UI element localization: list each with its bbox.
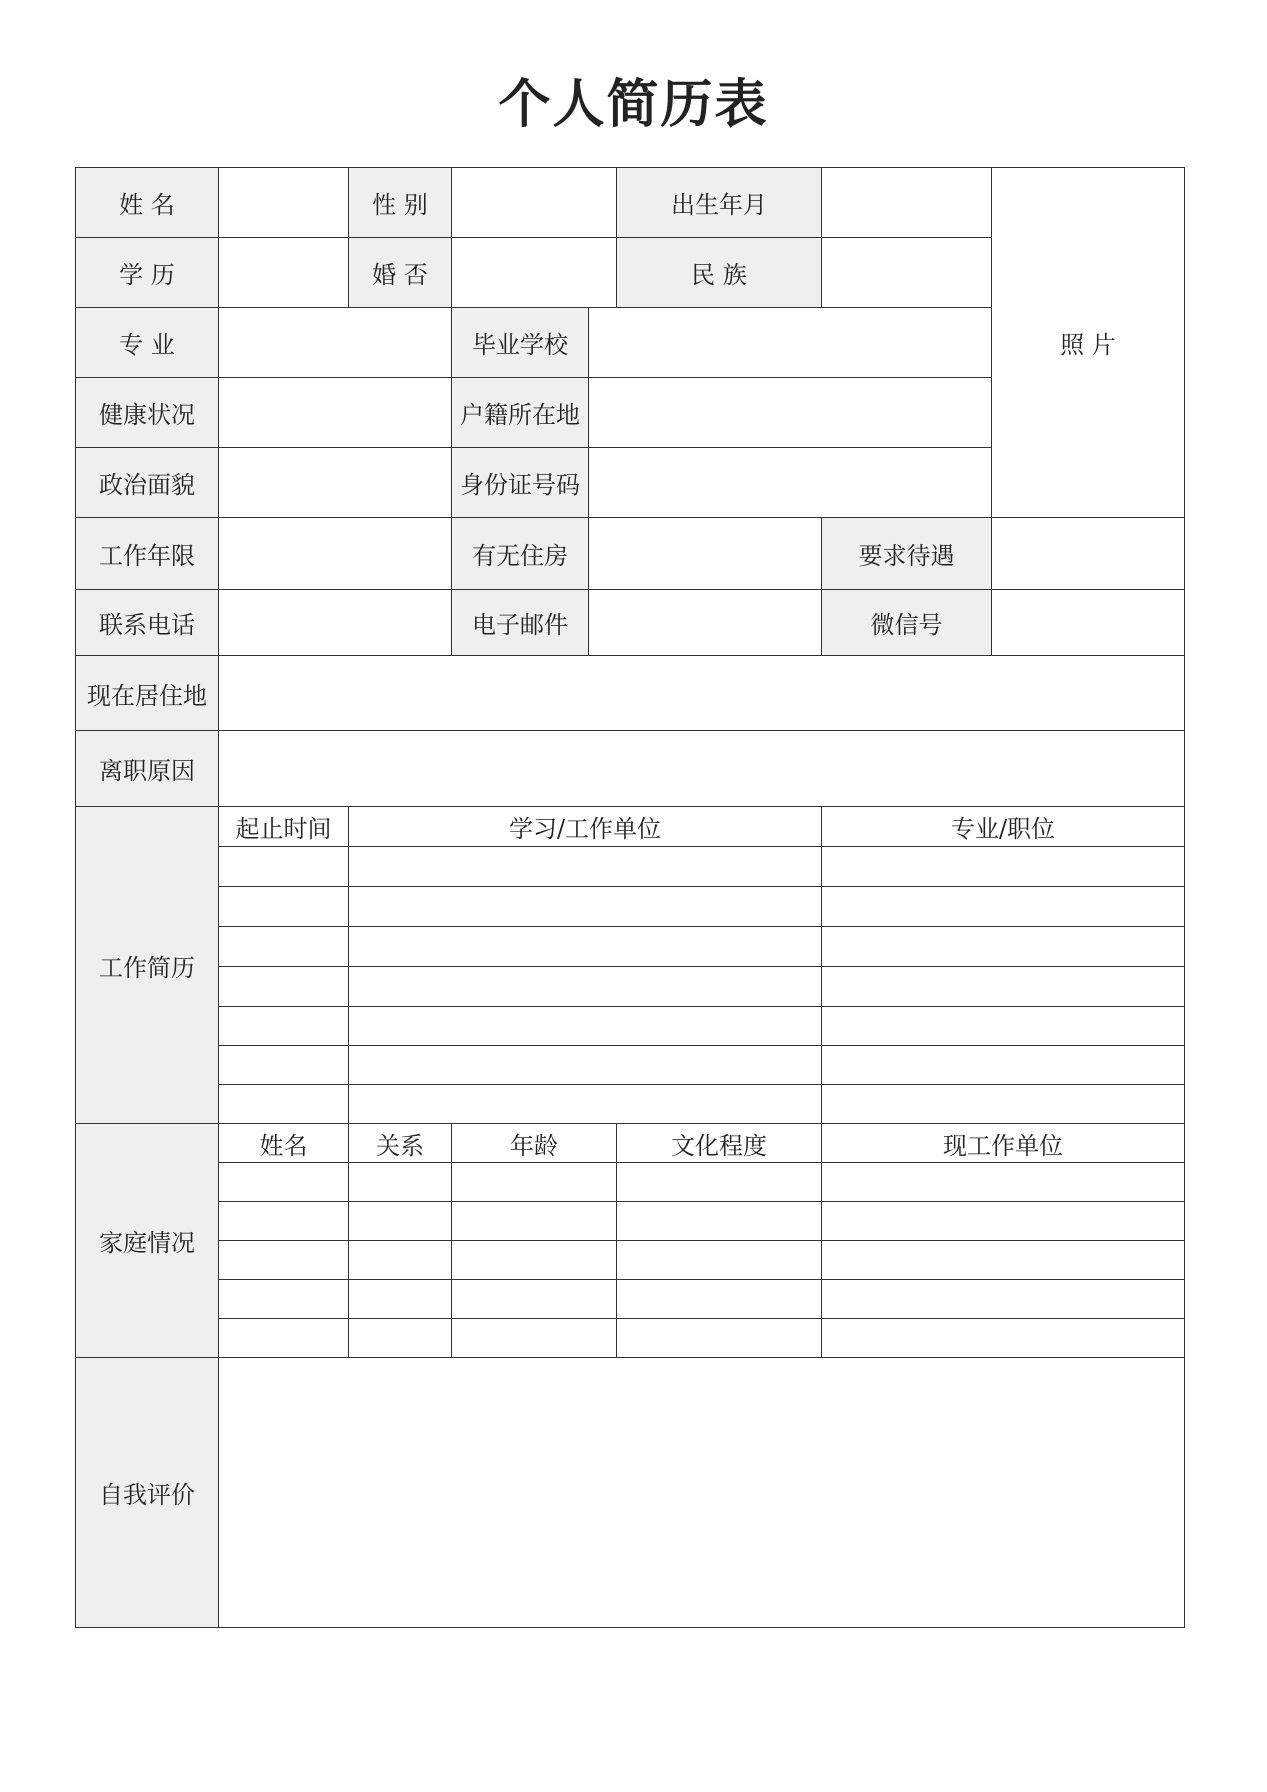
major-field[interactable] xyxy=(219,308,452,378)
table-row xyxy=(76,1007,1185,1046)
family-name-cell[interactable] xyxy=(219,1280,349,1319)
wechat-label: 微信号 xyxy=(822,590,992,656)
table-row xyxy=(76,967,1185,1007)
email-field[interactable] xyxy=(589,590,822,656)
family-relation-cell[interactable] xyxy=(349,1319,452,1358)
family-education-cell[interactable] xyxy=(617,1241,822,1280)
work-unit-cell[interactable] xyxy=(349,887,822,927)
family-relation-cell[interactable] xyxy=(349,1163,452,1202)
work-unit-cell[interactable] xyxy=(349,847,822,887)
table-row xyxy=(76,1046,1185,1085)
family-age-cell[interactable] xyxy=(452,1163,617,1202)
school-label: 毕业学校 xyxy=(452,308,589,378)
hukou-label: 户籍所在地 xyxy=(452,378,589,448)
name-label: 姓 名 xyxy=(76,168,219,238)
work-position-cell[interactable] xyxy=(822,1007,1185,1046)
salary-field[interactable] xyxy=(992,518,1185,590)
work-position-cell[interactable] xyxy=(822,927,1185,967)
marital-label: 婚 否 xyxy=(349,238,452,308)
politics-label: 政治面貌 xyxy=(76,448,219,518)
leave-reason-field[interactable] xyxy=(219,731,1185,807)
health-field[interactable] xyxy=(219,378,452,448)
work-position-cell[interactable] xyxy=(822,967,1185,1007)
politics-field[interactable] xyxy=(219,448,452,518)
residence-field[interactable] xyxy=(219,656,1185,731)
work-period-cell[interactable] xyxy=(219,1046,349,1085)
family-age-cell[interactable] xyxy=(452,1319,617,1358)
work-years-field[interactable] xyxy=(219,518,452,590)
work-period-cell[interactable] xyxy=(219,847,349,887)
gender-field[interactable] xyxy=(452,168,617,238)
housing-label: 有无住房 xyxy=(452,518,589,590)
photo-box[interactable]: 照 片 xyxy=(992,168,1185,518)
family-name-cell[interactable] xyxy=(219,1163,349,1202)
id-number-field[interactable] xyxy=(589,448,992,518)
wechat-field[interactable] xyxy=(992,590,1185,656)
family-header-employer: 现工作单位 xyxy=(822,1124,1185,1163)
family-header-age: 年龄 xyxy=(452,1124,617,1163)
table-row xyxy=(76,887,1185,927)
self-evaluation-field[interactable] xyxy=(219,1358,1185,1628)
gender-label: 性 别 xyxy=(349,168,452,238)
family-relation-cell[interactable] xyxy=(349,1202,452,1241)
work-unit-cell[interactable] xyxy=(349,967,822,1007)
family-education-cell[interactable] xyxy=(617,1163,822,1202)
family-age-cell[interactable] xyxy=(452,1241,617,1280)
email-label: 电子邮件 xyxy=(452,590,589,656)
work-header-unit: 学习/工作单位 xyxy=(349,807,822,847)
leave-reason-label: 离职原因 xyxy=(76,731,219,807)
major-label: 专 业 xyxy=(76,308,219,378)
family-name-cell[interactable] xyxy=(219,1319,349,1358)
work-years-label: 工作年限 xyxy=(76,518,219,590)
family-header-name: 姓名 xyxy=(219,1124,349,1163)
work-history-label: 工作简历 xyxy=(76,807,219,1124)
school-field[interactable] xyxy=(589,308,992,378)
table-row xyxy=(76,1280,1185,1319)
table-row xyxy=(76,1163,1185,1202)
table-row xyxy=(76,1202,1185,1241)
housing-field[interactable] xyxy=(589,518,822,590)
table-row xyxy=(76,1085,1185,1124)
work-unit-cell[interactable] xyxy=(349,1085,822,1124)
work-header-period: 起止时间 xyxy=(219,807,349,847)
family-header-relation: 关系 xyxy=(349,1124,452,1163)
work-period-cell[interactable] xyxy=(219,1085,349,1124)
ethnicity-label: 民 族 xyxy=(617,238,822,308)
education-label: 学 历 xyxy=(76,238,219,308)
work-period-cell[interactable] xyxy=(219,967,349,1007)
work-period-cell[interactable] xyxy=(219,927,349,967)
family-education-cell[interactable] xyxy=(617,1202,822,1241)
family-education-cell[interactable] xyxy=(617,1280,822,1319)
work-period-cell[interactable] xyxy=(219,887,349,927)
work-header-position: 专业/职位 xyxy=(822,807,1185,847)
work-period-cell[interactable] xyxy=(219,1007,349,1046)
phone-field[interactable] xyxy=(219,590,452,656)
family-relation-cell[interactable] xyxy=(349,1280,452,1319)
table-row xyxy=(76,847,1185,887)
family-employer-cell[interactable] xyxy=(822,1163,1185,1202)
resume-table xyxy=(75,167,1185,1628)
id-number-label: 身份证号码 xyxy=(452,448,589,518)
table-row xyxy=(76,1319,1185,1358)
work-position-cell[interactable] xyxy=(822,887,1185,927)
family-employer-cell[interactable] xyxy=(822,1319,1185,1358)
ethnicity-field[interactable] xyxy=(822,238,992,308)
family-name-cell[interactable] xyxy=(219,1241,349,1280)
name-field[interactable] xyxy=(219,168,349,238)
phone-label: 联系电话 xyxy=(76,590,219,656)
page-title: 个人简历表 xyxy=(498,75,769,135)
family-employer-cell[interactable] xyxy=(822,1241,1185,1280)
birth-field[interactable] xyxy=(822,168,992,238)
family-age-cell[interactable] xyxy=(452,1202,617,1241)
work-unit-cell[interactable] xyxy=(349,1007,822,1046)
birth-label: 出生年月 xyxy=(617,168,822,238)
education-field[interactable] xyxy=(219,238,349,308)
family-employer-cell[interactable] xyxy=(822,1280,1185,1319)
marital-field[interactable] xyxy=(452,238,617,308)
salary-label: 要求待遇 xyxy=(822,518,992,590)
family-header-education: 文化程度 xyxy=(617,1124,822,1163)
family-name-cell[interactable] xyxy=(219,1202,349,1241)
family-education-cell[interactable] xyxy=(617,1319,822,1358)
family-age-cell[interactable] xyxy=(452,1280,617,1319)
residence-label: 现在居住地 xyxy=(76,656,219,731)
work-position-cell[interactable] xyxy=(822,1046,1185,1085)
work-position-cell[interactable] xyxy=(822,1085,1185,1124)
family-employer-cell[interactable] xyxy=(822,1202,1185,1241)
hukou-field[interactable] xyxy=(589,378,992,448)
table-row xyxy=(76,1241,1185,1280)
work-unit-cell[interactable] xyxy=(349,1046,822,1085)
work-position-cell[interactable] xyxy=(822,847,1185,887)
work-unit-cell[interactable] xyxy=(349,927,822,967)
family-label: 家庭情况 xyxy=(76,1124,219,1358)
health-label: 健康状况 xyxy=(76,378,219,448)
family-relation-cell[interactable] xyxy=(349,1241,452,1280)
self-evaluation-label: 自我评价 xyxy=(76,1358,219,1628)
table-row xyxy=(76,927,1185,967)
